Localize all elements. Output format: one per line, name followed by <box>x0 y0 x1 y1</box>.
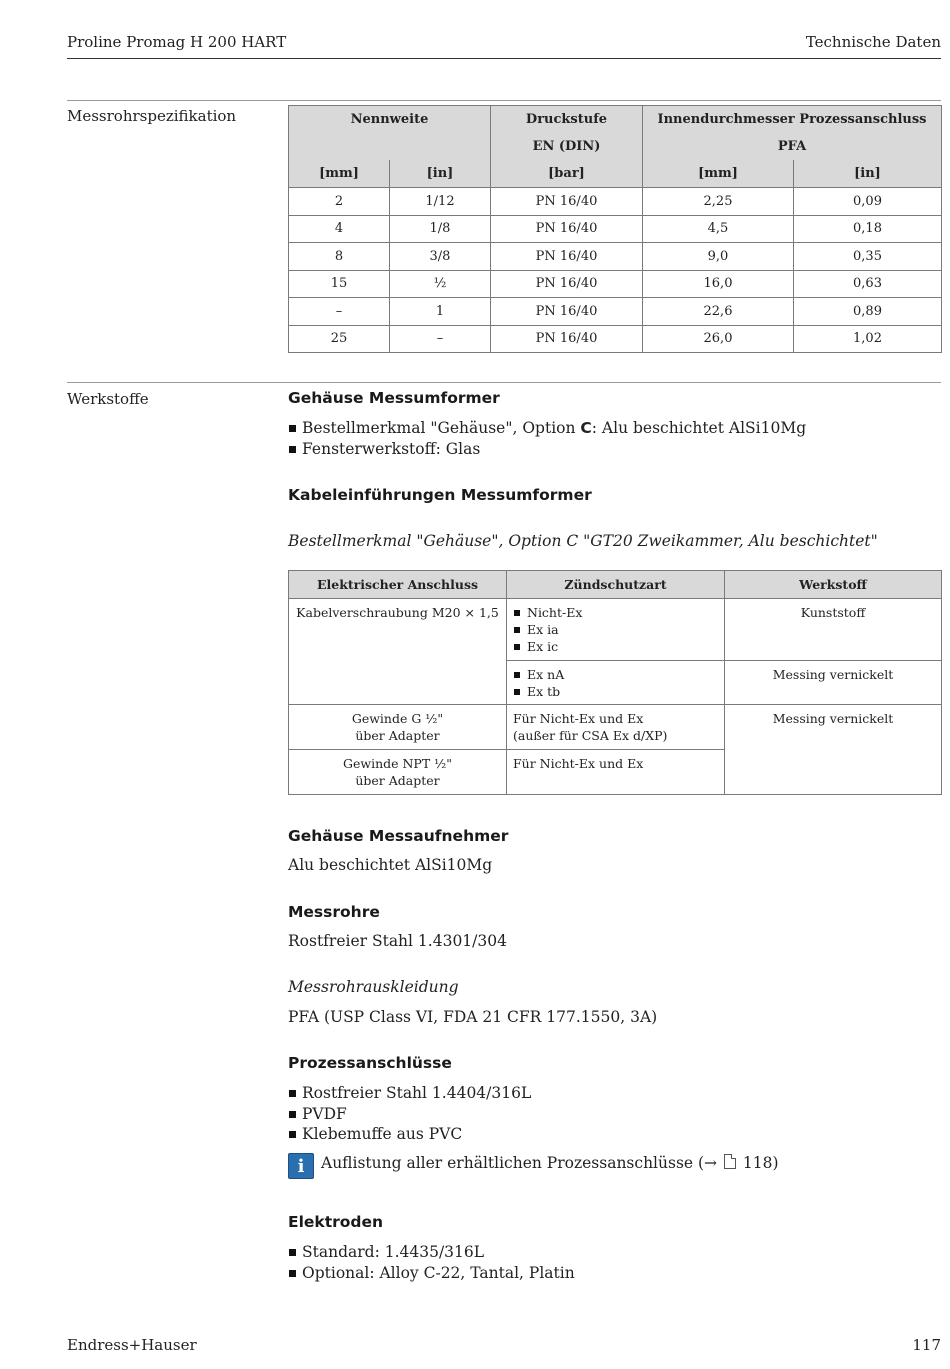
table-row <box>289 325 942 353</box>
th-unit-mm: [mm] <box>289 160 390 188</box>
header-rule <box>67 58 941 59</box>
th-druckstufe: Druckstufe <box>491 106 643 134</box>
cell-innen-mm: 16,0 <box>643 270 794 298</box>
cell-mm: – <box>289 298 390 326</box>
list-item-text-pre: Bestellmerkmal "Gehäuse", Option <box>302 419 581 437</box>
list-item-text: Fensterwerkstoff: Glas <box>302 439 481 458</box>
cell-anschluss-line2: über Adapter <box>355 728 440 743</box>
cell-werkstoff <box>725 661 942 705</box>
list-item <box>288 418 806 439</box>
note-page-ref: 118) <box>737 1154 779 1172</box>
cell-mm: 25 <box>289 325 390 353</box>
heading-messrohre: Messrohre <box>288 903 380 921</box>
list-item: Optional: Alloy C-22, Tantal, Platin <box>288 1263 575 1284</box>
table-row <box>289 215 942 243</box>
section-label-werkstoffe: Werkstoffe <box>67 390 149 408</box>
cell-zuendschutz <box>507 705 725 750</box>
th-elektrischer-anschluss: Elektrischer Anschluss <box>289 571 507 599</box>
th-werkstoff: Werkstoff <box>725 571 942 599</box>
cell-werkstoff-text: Messing vernickelt <box>772 711 894 726</box>
heading-elektroden: Elektroden <box>288 1213 384 1231</box>
cell-innen-in: 0,35 <box>794 243 942 271</box>
table-row <box>289 705 942 750</box>
cell-in: 3/8 <box>390 243 491 271</box>
cell-druck: PN 16/40 <box>491 298 643 326</box>
list-gehaeuse-messumformer <box>288 418 806 459</box>
cell-innen-mm: 4,5 <box>643 215 794 243</box>
section-rule-werkstoffe <box>67 382 941 383</box>
cell-anschluss-line1: Gewinde NPT ½" <box>342 756 453 771</box>
option-code: C <box>580 419 592 437</box>
heading-kabeleinfuehrungen: Kabeleinführungen Messumformer <box>288 486 592 504</box>
cell-zuend-text: Für Nicht-Ex und Ex <box>513 756 644 771</box>
header-document-title: Proline Promag H 200 HART <box>67 33 287 51</box>
th-unit-mm-innen: [mm] <box>643 160 794 188</box>
cell-druck: PN 16/40 <box>491 243 643 271</box>
cell-werkstoff <box>725 705 942 795</box>
cell-in: – <box>390 325 491 353</box>
cell-anschluss-line1: Gewinde G ½" <box>351 711 444 726</box>
list-item: Rostfreier Stahl 1.4404/316L <box>288 1083 531 1104</box>
cell-in: ½ <box>390 270 491 298</box>
text-messrohrauskleidung: PFA (USP Class VI, FDA 21 CFR 177.1550, 3A) <box>288 1008 658 1026</box>
cell-innen-in: 0,89 <box>794 298 942 326</box>
heading-gehaeuse-messumformer: Gehäuse Messumformer <box>288 389 500 407</box>
cell-zuend-line1: Für Nicht-Ex und Ex <box>513 711 644 726</box>
cell-zuendschutz <box>507 599 725 661</box>
heading-prozessanschluesse: Prozessanschlüsse <box>288 1054 452 1072</box>
cell-mm: 4 <box>289 215 390 243</box>
th-nennweite: Nennweite <box>289 106 491 134</box>
table-row <box>289 243 942 271</box>
list-elektroden <box>288 1242 575 1283</box>
th-nennweite-blank <box>289 133 491 160</box>
th-unit-bar: [bar] <box>491 160 643 188</box>
cell-innen-in: 1,02 <box>794 325 942 353</box>
list-item: Ex ia <box>513 621 718 638</box>
table-row <box>289 599 942 661</box>
table-row <box>289 298 942 326</box>
cell-zuendschutz <box>507 750 725 795</box>
cell-in: 1/12 <box>390 188 491 216</box>
cell-innen-in: 0,63 <box>794 270 942 298</box>
cell-anschluss <box>289 750 507 795</box>
cell-zuend-line2: (außer für CSA Ex d/XP) <box>513 728 668 743</box>
text-gehaeuse-messaufnehmer: Alu beschichtet AlSi10Mg <box>288 856 493 874</box>
note-text-pre: Auflistung aller erhältlichen Prozessanschlüsse (→ <box>321 1154 722 1172</box>
subheading-bestellmerkmal: Bestellmerkmal "Gehäuse", Option C "GT20 Zweikammer, Alu beschichtet" <box>288 532 878 550</box>
cell-innen-mm: 26,0 <box>643 325 794 353</box>
th-innendurchmesser-sub: PFA <box>643 133 942 160</box>
cell-werkstoff-text: Messing vernickelt <box>772 667 894 682</box>
list-item: PVDF <box>288 1104 531 1125</box>
note-prozessanschluesse[interactable] <box>321 1154 779 1172</box>
cell-anschluss <box>289 705 507 750</box>
cell-werkstoff <box>725 599 942 661</box>
th-unit-in: [in] <box>390 160 491 188</box>
cell-mm: 8 <box>289 243 390 271</box>
cell-innen-in: 0,18 <box>794 215 942 243</box>
list-item: Nicht-Ex <box>513 604 718 621</box>
cell-innen-mm: 22,6 <box>643 298 794 326</box>
cell-anschluss-line2: über Adapter <box>355 773 440 788</box>
section-rule-messrohrspezifikation <box>67 100 941 101</box>
cell-innen-mm: 9,0 <box>643 243 794 271</box>
th-unit-in-innen: [in] <box>794 160 942 188</box>
cell-innen-in: 0,09 <box>794 188 942 216</box>
header-section-title: Technische Daten <box>805 33 941 51</box>
list-item: Ex ic <box>513 638 718 655</box>
page-reference-icon <box>724 1154 736 1169</box>
messrohrspezifikation-table <box>288 105 942 353</box>
cell-in: 1/8 <box>390 215 491 243</box>
cell-werkstoff-text: Kunststoff <box>800 605 866 620</box>
table-row <box>289 188 942 216</box>
footer-company: Endress+Hauser <box>67 1336 197 1354</box>
cell-mm: 15 <box>289 270 390 298</box>
cell-druck: PN 16/40 <box>491 325 643 353</box>
list-prozessanschluesse <box>288 1083 531 1145</box>
info-icon <box>288 1153 314 1179</box>
list-item: Klebemuffe aus PVC <box>288 1124 531 1145</box>
section-label-messrohrspezifikation: Messrohrspezifikation <box>67 107 237 125</box>
text-messrohre: Rostfreier Stahl 1.4301/304 <box>288 932 507 950</box>
th-zuendschutzart: Zündschutzart <box>507 571 725 599</box>
cell-mm: 2 <box>289 188 390 216</box>
cell-druck: PN 16/40 <box>491 270 643 298</box>
cell-anschluss <box>289 599 507 705</box>
subheading-messrohrauskleidung: Messrohrauskleidung <box>288 978 459 996</box>
kabeleinfuehrungen-table <box>288 570 942 795</box>
list-item <box>288 439 806 460</box>
cell-druck: PN 16/40 <box>491 215 643 243</box>
cell-anschluss-text: Kabelverschraubung M20 × 1,5 <box>296 605 499 620</box>
list-item: Ex tb <box>513 683 718 700</box>
list-item-text-post: : Alu beschichtet AlSi10Mg <box>591 419 807 437</box>
cell-druck: PN 16/40 <box>491 188 643 216</box>
th-druckstufe-sub: EN (DIN) <box>491 133 643 160</box>
th-innendurchmesser: Innendurchmesser Prozessanschluss <box>643 106 942 134</box>
table-row <box>289 270 942 298</box>
cell-in: 1 <box>390 298 491 326</box>
list-item: Ex nA <box>513 666 718 683</box>
cell-innen-mm: 2,25 <box>643 188 794 216</box>
footer-page-number: 117 <box>912 1336 941 1354</box>
cell-zuendschutz <box>507 661 725 705</box>
heading-gehaeuse-messaufnehmer: Gehäuse Messaufnehmer <box>288 827 509 845</box>
list-item: Standard: 1.4435/316L <box>288 1242 575 1263</box>
